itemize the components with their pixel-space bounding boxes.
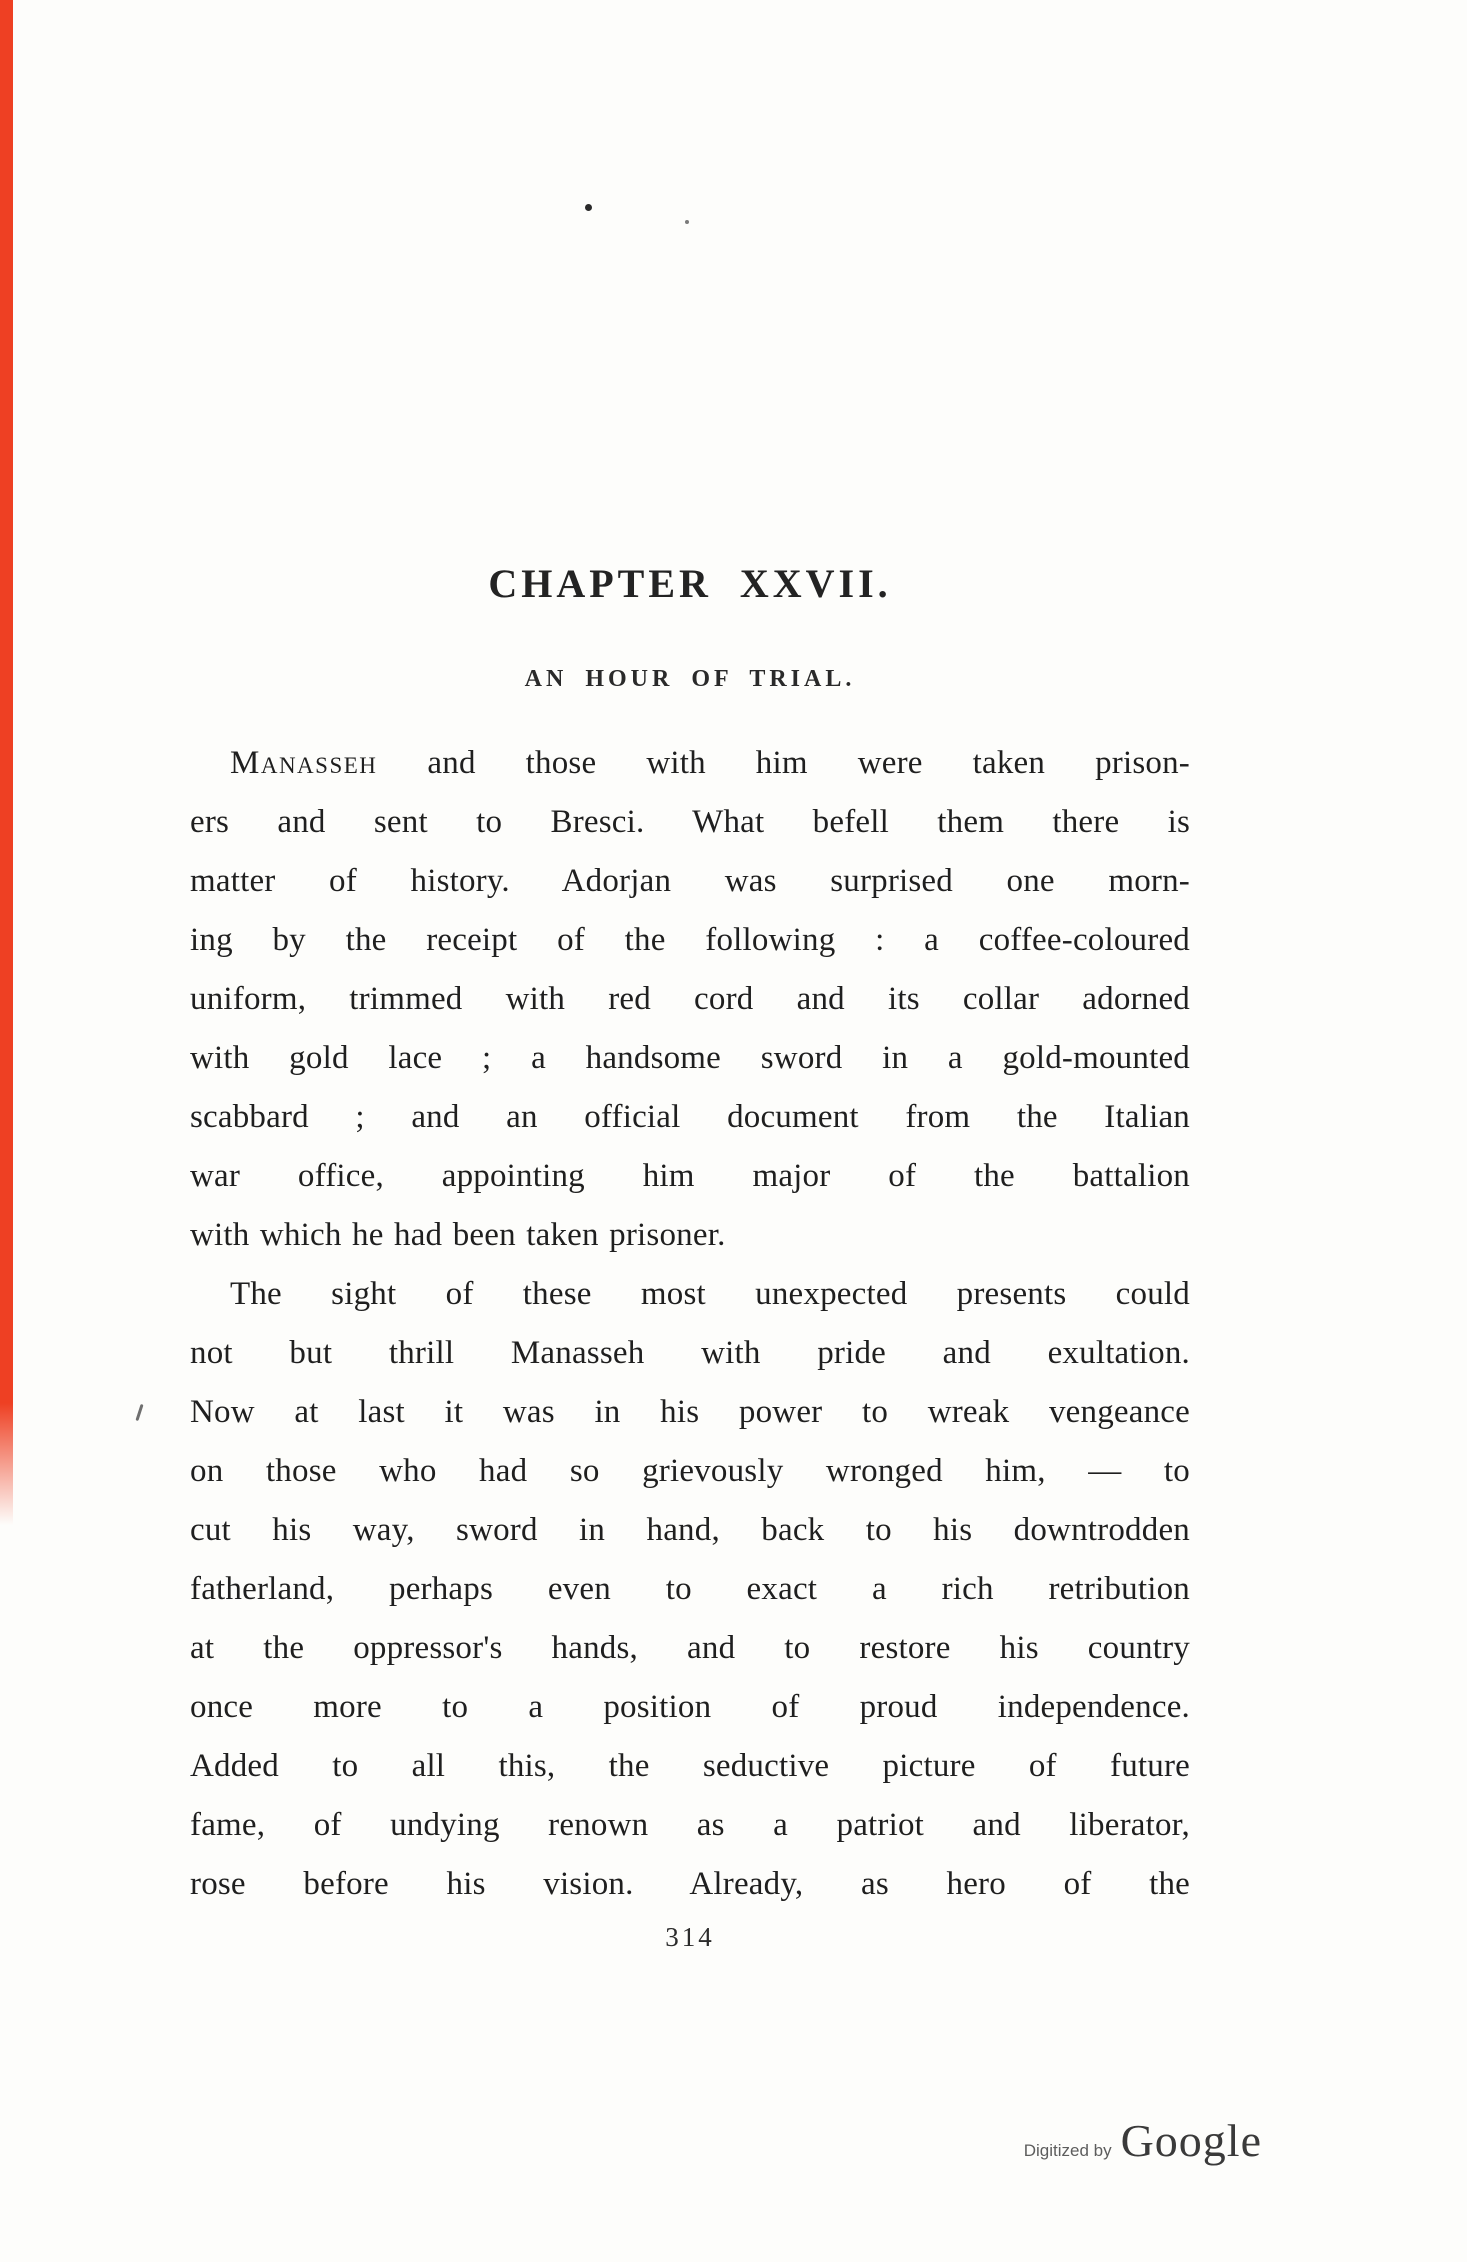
text-line: ers and sent to Bresci. What befell them there is: [190, 804, 1190, 840]
text-line: rose before his vision. Already, as hero of the: [190, 1866, 1190, 1902]
text-line: cut his way, sword in hand, back to his downtrodden: [190, 1512, 1190, 1548]
text-line: fame, of undying renown as a patriot and liberator,: [190, 1807, 1190, 1843]
text-line: Added to all this, the seductive picture of future: [190, 1748, 1190, 1784]
text-line: ing by the receipt of the following : a coffee-coloured: [190, 922, 1190, 958]
footer-watermark: [1023, 2115, 1262, 2166]
scan-speck: [585, 204, 592, 211]
text-line: scabbard ; and an official document from the Italian: [190, 1099, 1190, 1135]
text-line: uniform, trimmed with red cord and its collar adorned: [190, 981, 1190, 1017]
text-line: Manasseh and those with him were taken prison-: [230, 745, 1190, 781]
small-caps-lead: Manasseh: [230, 745, 378, 781]
paragraph: [190, 1265, 1190, 1914]
text-line: Now at last it was in his power to wreak vengeance: [190, 1394, 1190, 1430]
text-line: at the oppressor's hands, and to restore his country: [190, 1630, 1190, 1666]
text-line: not but thrill Manasseh with pride and exultation.: [190, 1335, 1190, 1371]
text-line: on those who had so grievously wronged him, — to: [190, 1453, 1190, 1489]
google-logo: Google: [1120, 2115, 1262, 2166]
text-line: with which he had been taken prisoner.: [190, 1217, 726, 1253]
text-line: war office, appointing him major of the battalion: [190, 1158, 1190, 1194]
digitized-by-label: Digitized by: [1023, 2141, 1112, 2160]
body-text: [190, 734, 1190, 1914]
text-line: matter of history. Adorjan was surprised one morn-: [190, 863, 1190, 899]
section-heading: AN HOUR OF TRIAL.: [524, 666, 856, 692]
scan-mark: [135, 1404, 143, 1421]
paragraph: [190, 734, 1190, 1265]
text-line: with gold lace ; a handsome sword in a gold-mounted: [190, 1040, 1190, 1076]
text-line: fatherland, perhaps even to exact a rich retribution: [190, 1571, 1190, 1607]
text-line: once more to a position of proud independence.: [190, 1689, 1190, 1725]
scan-speck: [685, 220, 689, 224]
chapter-heading: CHAPTER XXVII.: [488, 561, 892, 606]
scan-edge-stripe: [0, 0, 13, 1525]
text-line: The sight of these most unexpected presents could: [230, 1276, 1190, 1312]
page-number: 314: [665, 1922, 715, 1952]
